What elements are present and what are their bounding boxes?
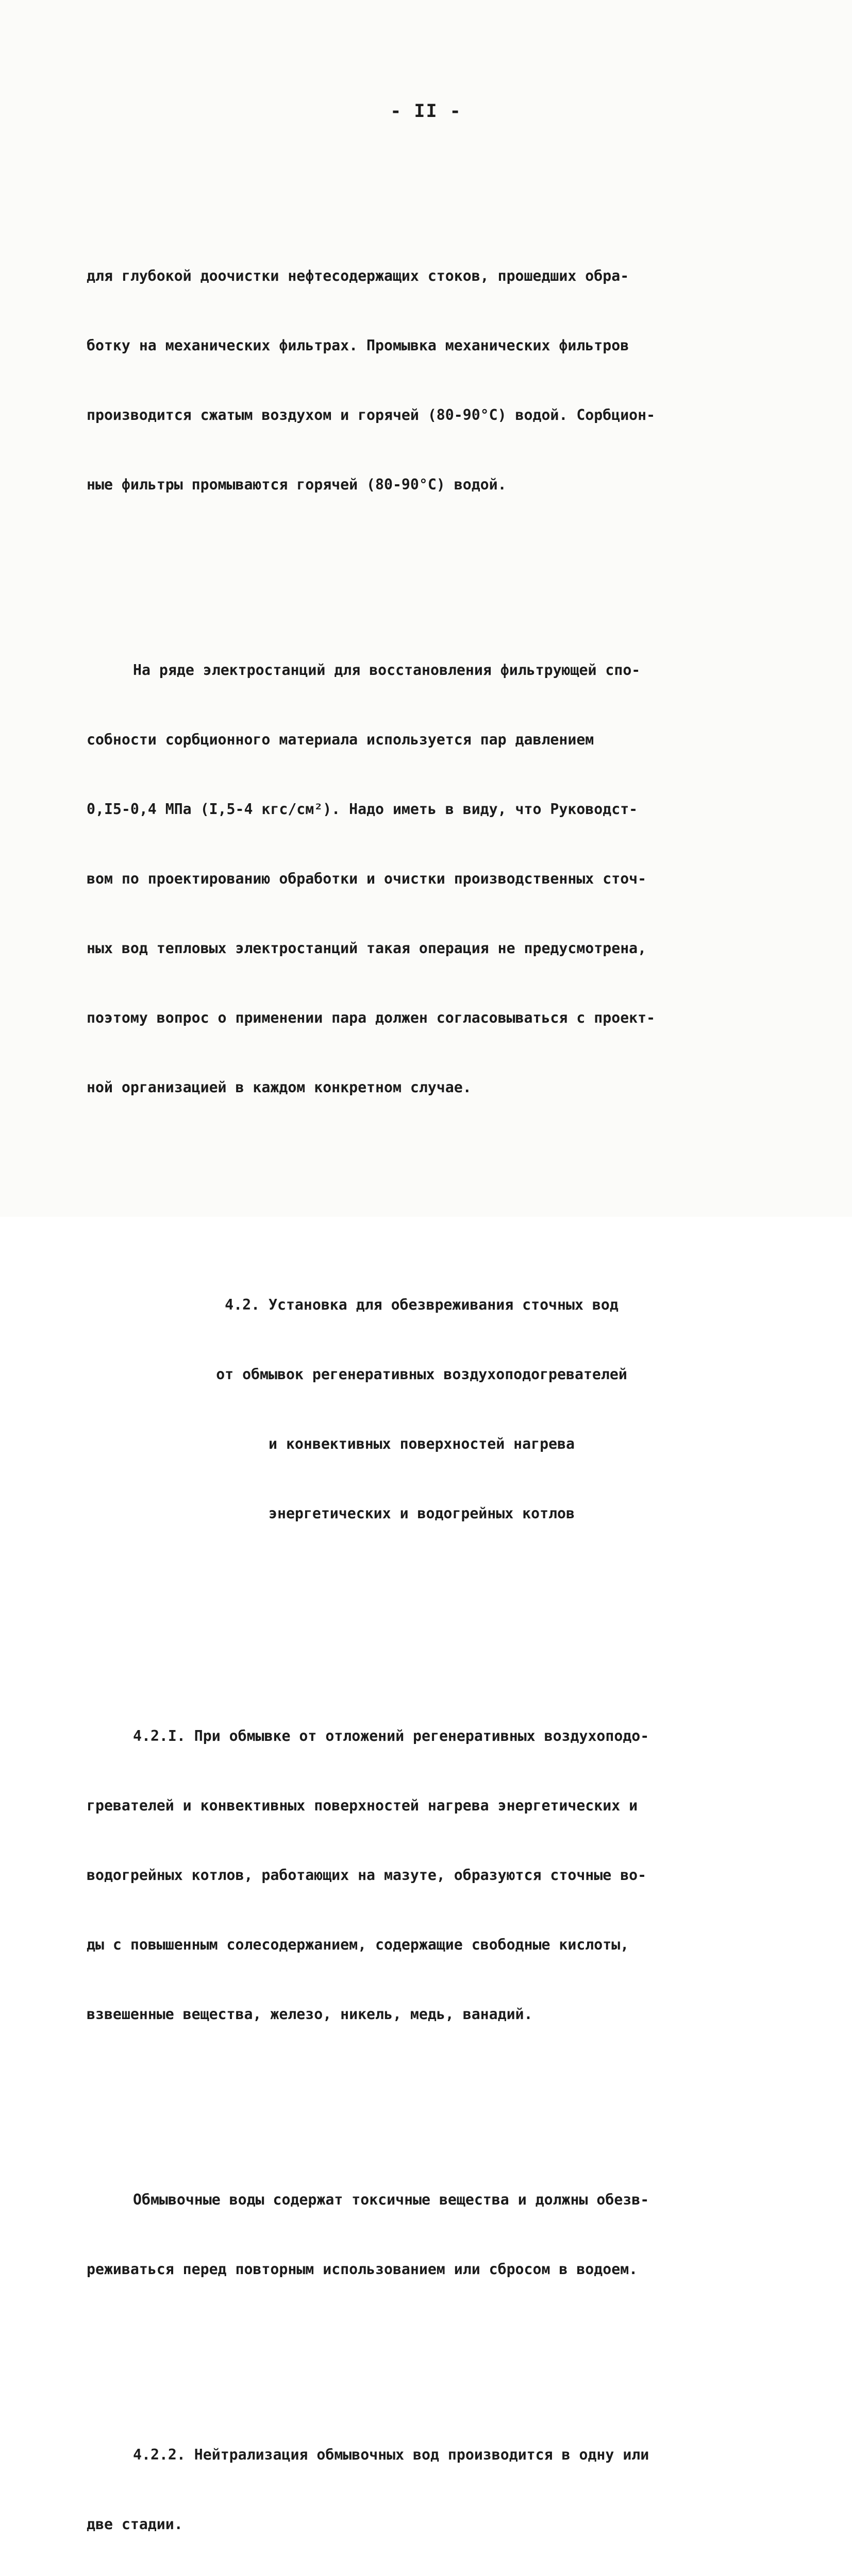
text-line: вом по проектированию обработки и очистки производственных сточ- bbox=[87, 870, 647, 887]
text-line: для глубокой доочистки нефтесодержащих стоков, прошедших обра- bbox=[87, 267, 629, 284]
section-heading bbox=[87, 1247, 757, 1571]
text-line: На ряде электростанций для восстановления фильтрующей спо- bbox=[133, 662, 641, 679]
text-line: поэтому вопрос о применении пара должен согласовываться с проект- bbox=[87, 1009, 656, 1026]
paragraph-4-2-1 bbox=[87, 1678, 757, 2072]
text-line: 4.2.2. Нейтрализация обмывочных вод производится в одну или bbox=[133, 2446, 649, 2463]
paragraph-4-2-2 bbox=[87, 2397, 757, 2576]
text-line: гревателей и конвективных поверхностей нагрева энергетических и bbox=[87, 1797, 638, 1814]
text-line: собности сорбционного материала используется пар давлением bbox=[87, 731, 594, 748]
text-line: Обмывочные воды содержат токсичные вещества и должны обезв- bbox=[133, 2191, 649, 2208]
text-line: ной организацией в каждом конкретном случае. bbox=[87, 1079, 472, 1096]
steam-paragraph bbox=[87, 612, 757, 1145]
text-line: ботку на механических фильтрах. Промывка механических фильтров bbox=[87, 337, 629, 354]
page-number: - II - bbox=[390, 101, 462, 122]
text-line: производится сжатым воздухом и горячей (80-90°С) водой. Сорбцион- bbox=[87, 406, 656, 423]
heading-line: и конвективных поверхностей нагрева bbox=[269, 1435, 575, 1452]
text-line: водогрейных котлов, работающих на мазуте, образуются сточные во- bbox=[87, 1867, 647, 1884]
text-line: реживаться перед повторным использованием или сбросом в водоем. bbox=[87, 2261, 638, 2278]
heading-line: от обмывок регенеративных воздухоподогревателей bbox=[216, 1366, 627, 1383]
heading-line: 4.2. Установка для обезвреживания сточных вод bbox=[225, 1296, 619, 1313]
text-line: ных вод тепловых электростанций такая операция не предусмотрена, bbox=[87, 940, 647, 957]
text-line: ды с повышенным солесодержанием, содержащие свободные кислоты, bbox=[87, 1936, 629, 1953]
text-line: две стадии. bbox=[87, 2516, 183, 2533]
text-line: 0,I5-0,4 МПа (I,5-4 кгс/см²). Надо иметь в виду, что Руководст- bbox=[87, 801, 638, 818]
text-line: ные фильтры промываются горячей (80-90°С) водой. bbox=[87, 476, 507, 493]
intro-paragraph bbox=[87, 218, 757, 543]
text-line: 4.2.I. При обмывке от отложений регенеративных воздухоподо- bbox=[133, 1727, 649, 1744]
heading-line: энергетических и водогрейных котлов bbox=[269, 1505, 575, 1522]
document-body bbox=[87, 148, 757, 2576]
text-line: взвешенные вещества, железо, никель, медь, ванадий. bbox=[87, 2006, 533, 2023]
toxic-paragraph bbox=[87, 2142, 757, 2327]
